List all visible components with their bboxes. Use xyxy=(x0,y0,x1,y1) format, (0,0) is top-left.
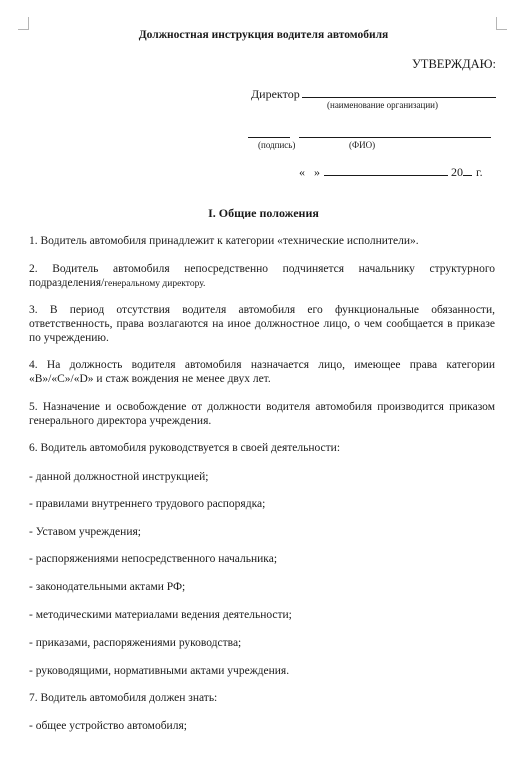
organization-caption: (наименование организации) xyxy=(327,100,438,110)
signature-caption: (подпись) xyxy=(258,140,296,150)
list-item: - общее устройство автомобиля; xyxy=(29,720,187,732)
document-title: Должностная инструкция водителя автомобиля xyxy=(138,29,389,41)
list-item: - приказами, распоряжениями руководства; xyxy=(29,637,242,649)
director-label: Директор xyxy=(251,87,300,101)
paragraph-2 xyxy=(29,262,495,291)
paragraph-7: 7. Водитель автомобиля должен знать: xyxy=(29,692,218,704)
approval-label: УТВЕРЖДАЮ: xyxy=(411,57,496,71)
date-month-line xyxy=(324,164,448,176)
fio-caption: (ФИО) xyxy=(349,140,376,150)
list-item: - распоряжениями непосредственного начальника; xyxy=(29,553,278,565)
date-year-prefix: 20 xyxy=(451,165,463,179)
paragraph-2-small-text: генеральному директору. xyxy=(104,279,206,289)
list-item: - методическими материалами ведения деятельности; xyxy=(29,609,292,621)
paragraph-4: 4. На должность водителя автомобиля назначается лицо, имеющее права категории «B»/«C»/«D» и стаж вождения не менее двух лет. xyxy=(29,359,495,385)
signature-line xyxy=(248,137,290,138)
paragraph-2-text: 2. Водитель автомобиля непосредственно подчиняется начальнику структурного подразделения/ xyxy=(29,263,495,289)
date-year-suffix: г. xyxy=(476,165,483,179)
list-item: - руководящими, нормативными актами учреждения. xyxy=(29,665,290,677)
date-year-line xyxy=(463,164,472,176)
date-quote-close: » xyxy=(314,165,320,179)
list-item: - законодательными актами РФ; xyxy=(29,581,186,593)
section-title: I. Общие положения xyxy=(208,206,319,220)
organization-name-line xyxy=(302,86,496,98)
fio-line xyxy=(299,137,491,138)
list-item: - Уставом учреждения; xyxy=(29,526,141,538)
paragraph-1: 1. Водитель автомобиля принадлежит к категории «технические исполнители». xyxy=(29,235,419,247)
paragraph-6: 6. Водитель автомобиля руководствуется в своей деятельности: xyxy=(29,442,341,454)
date-quote-open: « xyxy=(299,165,305,179)
paragraph-3: 3. В период отсутствия водителя автомобиля его функциональные обязанности, ответственность, права возлагаются на иное должностное лицо, о чем сообщается в приказе по учреждению. xyxy=(29,304,495,344)
list-item: - правилами внутреннего трудового распорядка; xyxy=(29,498,266,510)
date-row xyxy=(299,164,483,180)
paragraph-5: 5. Назначение и освобождение от должности водителя автомобиля производится приказом генерального директора учреждения. xyxy=(29,401,495,427)
list-item: - данной должностной инструкцией; xyxy=(29,471,209,483)
